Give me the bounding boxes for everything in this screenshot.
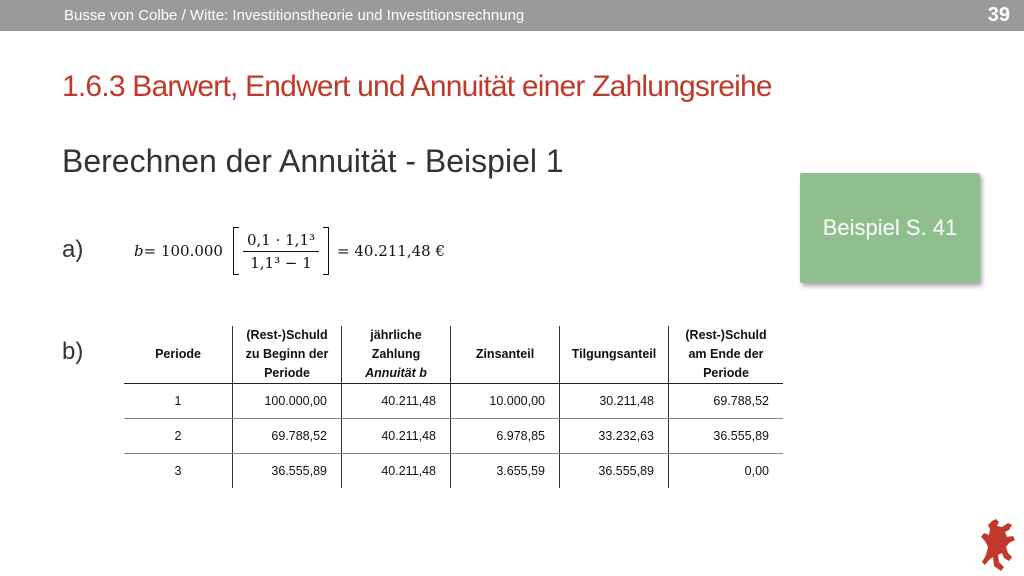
left-bracket <box>233 227 239 275</box>
cell-zahlung: 40.211,48 <box>342 454 451 489</box>
cell-zinsanteil: 3.655,59 <box>451 454 560 489</box>
cell-schuld-beginn: 100.000,00 <box>233 384 342 419</box>
label-a: a) <box>62 236 84 263</box>
cell-schuld-beginn: 69.788,52 <box>233 419 342 454</box>
page-number: 39 <box>987 4 1010 26</box>
amortization-table <box>124 326 783 488</box>
right-bracket <box>323 227 329 275</box>
header-schuld-beginn: (Rest-)Schuld zu Beginn der Periode <box>233 326 342 384</box>
cell-periode: 3 <box>124 454 233 489</box>
cell-tilgungsanteil: 30.211,48 <box>560 384 669 419</box>
table-row <box>124 454 783 489</box>
cell-zahlung: 40.211,48 <box>342 419 451 454</box>
berlin-bear-icon <box>978 517 1018 573</box>
formula-numerator: 0,1 · 1,1³ <box>243 231 319 252</box>
cell-schuld-ende: 36.555,89 <box>669 419 784 454</box>
header-zahlung: jährliche Zahlung Annuität b <box>342 326 451 384</box>
table-header-row <box>124 326 783 384</box>
label-b: b) <box>62 338 84 365</box>
header-schuld-ende: (Rest-)Schuld am Ende der Periode <box>669 326 784 384</box>
header-tilgungsanteil: Tilgungsanteil <box>560 326 669 384</box>
slide-title: 1.6.3 Barwert, Endwert und Annuität einer Zahlungsreihe <box>62 70 772 103</box>
formula-lhs: = 100.000 <box>143 242 223 260</box>
header-periode: Periode <box>124 326 233 384</box>
cell-schuld-ende: 0,00 <box>744 464 769 478</box>
cell-schuld-ende: 69.788,52 <box>669 384 784 419</box>
header-bar <box>0 0 1024 31</box>
formula-result: = 40.211,48 € <box>337 242 446 260</box>
header-zinsanteil: Zinsanteil <box>451 326 560 384</box>
formula-var-b: b <box>134 242 144 260</box>
cell-tilgungsanteil: 36.555,89 <box>560 454 669 489</box>
cell-periode: 2 <box>124 419 233 454</box>
cell-tilgungsanteil: 33.232,63 <box>560 419 669 454</box>
formula-denominator: 1,1³ − 1 <box>250 253 312 272</box>
cell-zinsanteil: 6.978,85 <box>451 419 560 454</box>
cell-schuld-beginn: 36.555,89 <box>233 454 342 489</box>
slide-subtitle: Berechnen der Annuität - Beispiel 1 <box>62 143 564 179</box>
cell-zahlung: 40.211,48 <box>342 384 451 419</box>
table-row <box>124 419 783 454</box>
cell-zinsanteil: 10.000,00 <box>451 384 560 419</box>
table-row <box>124 384 783 419</box>
cell-periode: 1 <box>124 384 233 419</box>
example-button[interactable]: Beispiel S. 41 <box>800 173 980 283</box>
source-text: Busse von Colbe / Witte: Investitionstheorie und Investitionsrechnung <box>64 7 525 24</box>
formula-fraction <box>243 231 319 272</box>
annuity-formula <box>134 226 445 276</box>
